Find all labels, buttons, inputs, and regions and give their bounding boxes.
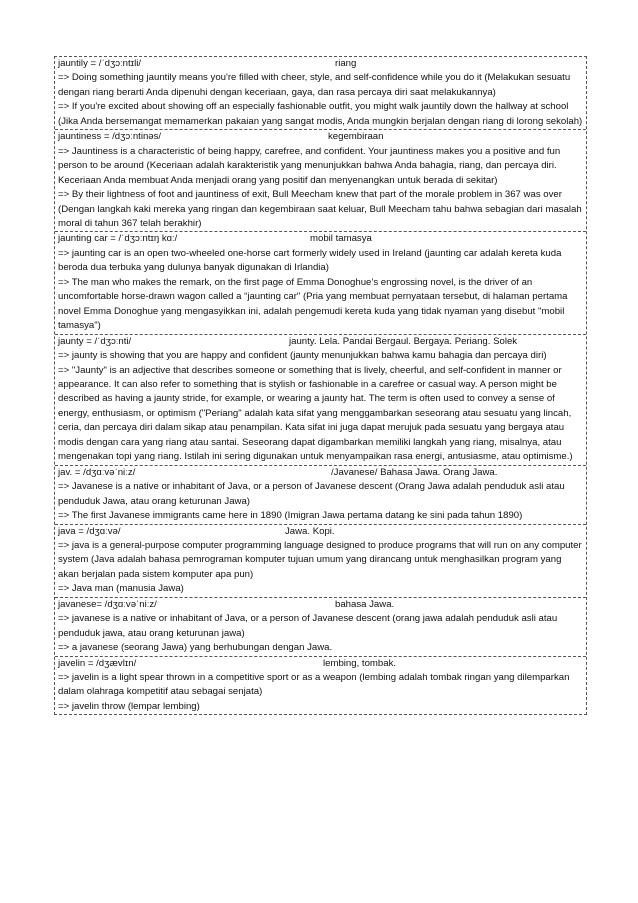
definition-line: => Doing something jauntily means you're filled with cheer, style, and self-confidence while you do it (Melakukan sesuatu dengan riang berarti Anda dipenuhi dengan keceriaan, gaya, dan rasa percaya diri saat melakukannya) (58, 72, 571, 98)
definition-line: => If you're excited about showing off an especially fashionable outfit, you might walk jauntily down the hallway at school (Jika Anda bersemangat memamerkan pakaian yang sangat modis, Anda mungkin berjalan dengan riang di lorong sekolah) (58, 101, 583, 127)
dictionary-entry (55, 598, 586, 657)
definition-line: => jaunty is showing that you are happy and confident (jaunty menunjukkan bahwa kamu bahagia dan percaya diri) (58, 350, 547, 362)
headword-pronunciation: javelin = /dʒævlɪn/ (58, 657, 137, 669)
entry-header (58, 525, 583, 539)
dictionary-sheet (54, 56, 587, 715)
definition-line: => java is a general-purpose computer programming language designed to produce programs that will run on any computer system (Java adalah bahasa pemrograman komputer tujuan umum yang dirancang untuk menghasilkan program yang akan berjalan pada sistem komputer apa pun) (58, 539, 582, 580)
meaning-translation: jaunty. Lela. Pandai Bergaul. Bergaya. Periang. Solek (289, 335, 518, 347)
meaning-translation: lembing, tombak. (323, 657, 397, 669)
meaning-translation: /Javanese/ Bahasa Jawa. Orang Jawa. (331, 466, 498, 478)
headword-pronunciation: jav. = /dʒɑːvəˈniːz/ (58, 466, 136, 478)
headword-pronunciation: jaunty = /ˈdʒɔːnti/ (58, 335, 132, 347)
entry-header (58, 335, 583, 349)
entry-header (58, 57, 583, 71)
dictionary-entry (55, 335, 586, 466)
definition-line: => The first Javanese immigrants came here in 1890 (Imigran Jawa pertama datang ke sini pada tahun 1890) (58, 510, 523, 522)
meaning-translation: mobil tamasya (310, 233, 372, 245)
meaning-translation: kegembiraan (328, 131, 384, 143)
definition-line: => The man who makes the remark, on the first page of Emma Donoghue’s engrossing novel, is the driver of an uncomfortable horse-drawn wagon called a “jaunting car" (Pria yang membuat pernyataan tersebut, di halaman pertama novel Emma Donoghue yang mengasyikkan ini, adalah pengemudi kereta kuda yang tidak nyaman yang disebut "mobil tamasya") (58, 276, 568, 332)
headword-pronunciation: javanese= /dʒɑːvəˈniːz/ (58, 598, 157, 610)
definition-line: => By their lightness of foot and jauntiness of exit, Bull Meecham knew that part of the morale problem in 367 was over (Dengan langkah kaki mereka yang ringan dan kegembiraan saat keluar, Bull Meecham tahu bahwa sebagian dari masalah moral di tahun 367 telah berakhir) (58, 189, 582, 229)
definition-line: => javelin throw (lempar lembing) (58, 700, 200, 712)
meaning-translation: bahasa Jawa. (335, 598, 395, 610)
definition-line: => a javanese (seorang Jawa) yang berhubungan dengan Jawa. (58, 642, 333, 654)
dictionary-entry (55, 57, 586, 130)
definition-line: => "Jaunty" is an adjective that describes someone or something that is lively, cheerful, and self-confident in manner or appearance. It can also refer to something that is stylish or fashionable in a carefree or casual way. A person might be described as having a jaunty stride, for example, or wearing a jaunty hat. The term is often used to convey a sense of energy, enthusiasm, or optimism ("Periang" adalah kata sifat yang menggambarkan seseorang atau sesuatu yang lincah, ceria, dan percaya diri dalam sikap atau penampilan. Kata sifat ini juga dapat merujuk pada sesuatu yang bergaya atau modis dengan cara yang riang atau santai. Seseorang dapat digambarkan memiliki langkah yang riang, misalnya, atau mengenakan topi yang riang. Istilah ini sering digunakan untuk menyampaikan rasa energi, antusiasme, atau optimisme.) (58, 364, 573, 463)
definition-line: => Javanese is a native or inhabitant of Java, or a person of Javanese descent (Orang Jawa adalah penduduk asli atau penduduk Jawa, atau orang keturunan Jawa) (58, 481, 565, 507)
headword-pronunciation: java = /dʒɑːvə/ (58, 525, 121, 537)
entry-header (58, 130, 583, 144)
headword-pronunciation: jauntiness = /dʒɔːntinəs/ (58, 131, 162, 143)
dictionary-entry (55, 130, 586, 232)
entry-header (58, 232, 583, 246)
headword-pronunciation: jauntily = /ˈdʒɔːntɪli/ (58, 58, 142, 69)
dictionary-entry (55, 525, 586, 598)
meaning-translation: riang (335, 58, 357, 69)
dictionary-entry (55, 466, 586, 525)
entry-header (58, 598, 583, 612)
meaning-translation: Jawa. Kopi. (285, 525, 335, 537)
definition-line: => javanese is a native or inhabitant of Java, or a person of Javanese descent (orang jawa adalah penduduk asli atau penduduk jawa, atau orang keturunan jawa) (58, 613, 558, 639)
definition-line: => Jauntiness is a characteristic of being happy, carefree, and confident. Your jauntiness makes you a positive and fun person to be around (Keceriaan adalah karakteristik yang menunjukkan bahwa Anda bahagia, riang, dan percaya diri. Keceriaan Anda membuat Anda menjadi orang yang positif dan menyenangkan untuk berada di sekitar) (58, 145, 561, 186)
entry-header (58, 466, 583, 480)
headword-pronunciation: jaunting car = /ˈdʒɔːntɪŋ kɑː/ (58, 233, 178, 245)
definition-line: => Java man (manusia Jawa) (58, 583, 184, 595)
dictionary-entry (55, 232, 586, 334)
entry-header (58, 657, 583, 671)
definition-line: => javelin is a light spear thrown in a competitive sport or as a weapon (lembing adalah tombak ringan yang dilemparkan dalam olahraga kompetitif atau sebagai senjata) (58, 672, 570, 698)
definition-line: => jaunting car is an open two-wheeled one-horse cart formerly widely used in Ireland (jaunting car adalah kereta kuda beroda dua terbuka yang dulunya banyak digunakan di Irlandia) (58, 247, 562, 274)
dictionary-entry (55, 657, 586, 715)
